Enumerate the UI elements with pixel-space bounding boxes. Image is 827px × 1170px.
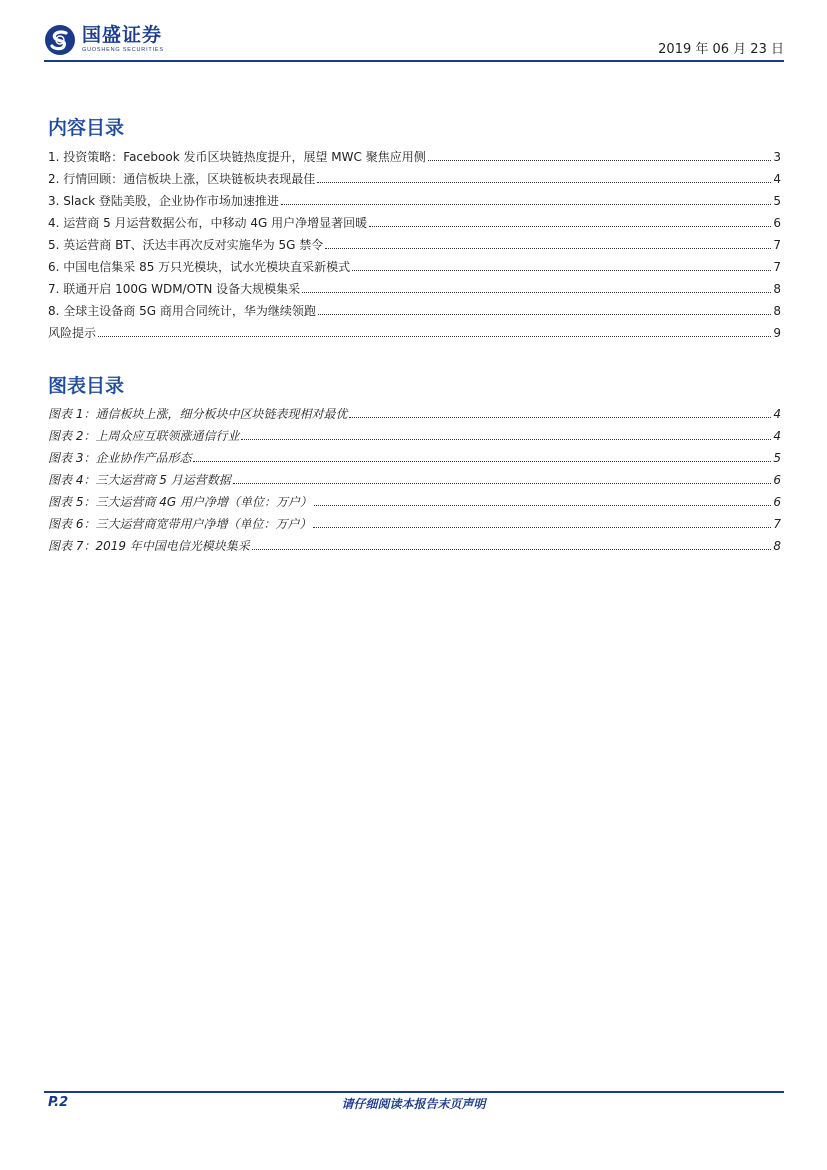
figure-entry-page: 8 <box>773 539 781 553</box>
leader-dots <box>317 182 771 183</box>
leader-dots <box>352 270 771 271</box>
toc-entry[interactable] <box>48 148 781 170</box>
figure-entry[interactable] <box>48 405 781 427</box>
toc-entry[interactable] <box>48 214 781 236</box>
figure-entry-page: 7 <box>773 517 781 531</box>
toc-entry[interactable] <box>48 170 781 192</box>
toc-entry-page: 7 <box>773 260 781 274</box>
figure-entry[interactable] <box>48 515 781 537</box>
toc-entry-page: 9 <box>773 326 781 340</box>
toc-entry-title: 5. 英运营商 BT、沃达丰再次反对实施华为 5G 禁令 <box>48 238 324 252</box>
figure-entry-title: 图表 5：三大运营商 4G 用户净增（单位：万户） <box>48 495 313 509</box>
toc-entry-title: 7. 联通开启 100G WDM/OTN 设备大规模集采 <box>48 282 301 296</box>
figure-entry-title: 图表 1：通信板块上涨，细分板块中区块链表现相对最优 <box>48 407 348 421</box>
leader-dots <box>302 292 771 293</box>
toc-entry[interactable] <box>48 324 781 346</box>
leader-dots <box>252 549 772 550</box>
figures-list <box>48 405 781 559</box>
page-number: P.2 <box>48 1095 69 1110</box>
figure-entry-page: 6 <box>773 473 781 487</box>
figure-entry-title: 图表 2：上周众应互联领涨通信行业 <box>48 429 240 443</box>
toc-entry-page: 6 <box>773 216 781 230</box>
figure-entry[interactable] <box>48 471 781 493</box>
report-date: 2019 年 06 月 23 日 <box>658 42 784 57</box>
toc-entry-title: 6. 中国电信集采 85 万只光模块，试水光模块直采新模式 <box>48 260 351 274</box>
guosheng-logo-icon <box>44 24 76 56</box>
figure-entry[interactable] <box>48 537 781 559</box>
leader-dots <box>313 527 771 528</box>
logo-chinese-name: 国盛证券 <box>82 24 163 46</box>
toc-entry-title: 4. 运营商 5 月运营数据公布，中移动 4G 用户净增显著回暖 <box>48 216 368 230</box>
toc-entry-page: 4 <box>773 172 781 186</box>
contents-title: 内容目录 <box>48 117 125 139</box>
leader-dots <box>98 336 771 337</box>
figure-entry-title: 图表 6：三大运营商宽带用户净增（单位：万户） <box>48 517 312 531</box>
leader-dots <box>428 160 772 161</box>
leader-dots <box>325 248 771 249</box>
toc-entry-title: 8. 全球主设备商 5G 商用合同统计，华为继续领跑 <box>48 304 316 318</box>
leader-dots <box>318 314 772 315</box>
figure-entry[interactable] <box>48 449 781 471</box>
toc-entry-title: 风险提示 <box>48 326 97 340</box>
toc-entry[interactable] <box>48 280 781 302</box>
figure-entry-page: 5 <box>773 451 781 465</box>
leader-dots <box>281 204 771 205</box>
toc-entry[interactable] <box>48 302 781 324</box>
toc-entry-page: 8 <box>773 282 781 296</box>
figure-entry-page: 6 <box>773 495 781 509</box>
toc-entry[interactable] <box>48 258 781 280</box>
figure-entry[interactable] <box>48 493 781 515</box>
leader-dots <box>193 461 771 462</box>
figures-title: 图表目录 <box>48 375 125 397</box>
figure-entry-title: 图表 7：2019 年中国电信光模块集采 <box>48 539 250 553</box>
leader-dots <box>349 417 771 418</box>
figure-entry-title: 图表 4：三大运营商 5 月运营数据 <box>48 473 231 487</box>
toc-entry-title: 1. 投资策略：Facebook 发币区块链热度提升，展望 MWC 聚焦应用侧 <box>48 150 426 164</box>
figure-entry-page: 4 <box>773 429 781 443</box>
company-logo <box>44 24 164 56</box>
toc-entry[interactable] <box>48 192 781 214</box>
figure-entry-page: 4 <box>773 407 781 421</box>
toc-entry-page: 7 <box>773 238 781 252</box>
toc-entry[interactable] <box>48 236 781 258</box>
page-header <box>44 22 784 62</box>
leader-dots <box>233 483 772 484</box>
footer-disclaimer: 请仔细阅读本报告末页声明 <box>341 1097 486 1111</box>
leader-dots <box>241 439 771 440</box>
header-divider <box>44 60 784 62</box>
toc-entry-page: 8 <box>773 304 781 318</box>
leader-dots <box>314 505 771 506</box>
toc-entry-title: 3. Slack 登陆美股，企业协作市场加速推进 <box>48 194 279 208</box>
toc-entry-page: 5 <box>773 194 781 208</box>
toc-entry-title: 2. 行情回顾：通信板块上涨，区块链板块表现最佳 <box>48 172 316 186</box>
logo-english-name: GUOSHENG SECURITIES <box>82 47 164 53</box>
figure-entry-title: 图表 3：企业协作产品形态 <box>48 451 192 465</box>
toc-entry-page: 3 <box>773 150 781 164</box>
figure-entry[interactable] <box>48 427 781 449</box>
leader-dots <box>369 226 771 227</box>
contents-list <box>48 148 781 346</box>
footer-divider <box>44 1091 784 1093</box>
